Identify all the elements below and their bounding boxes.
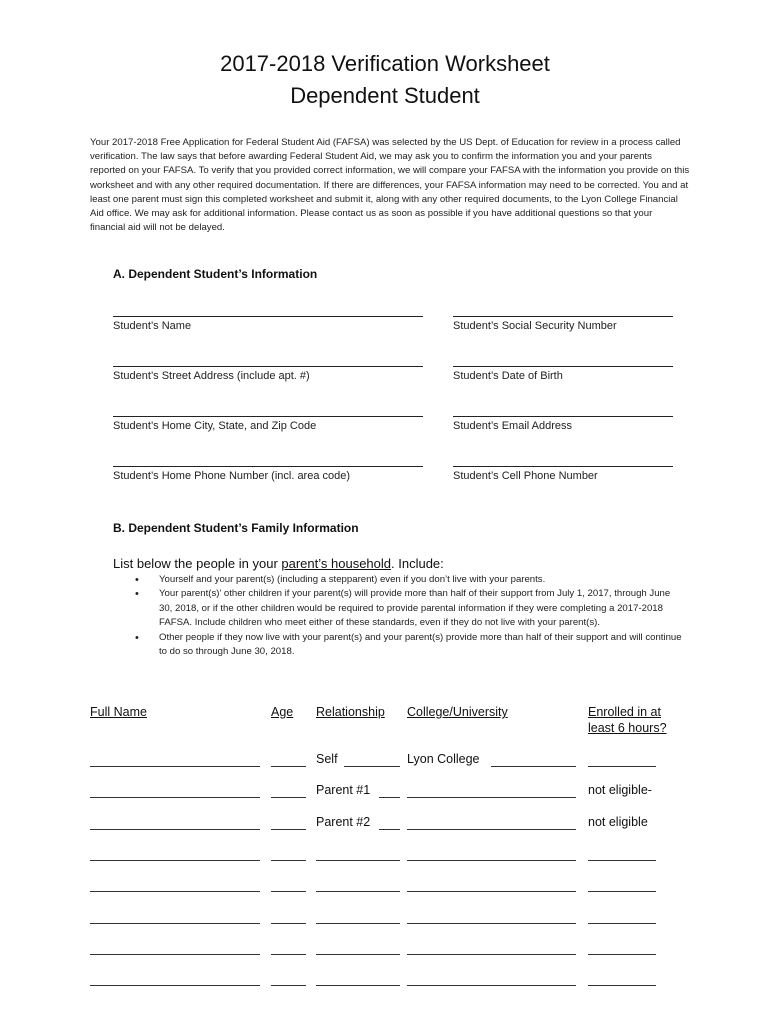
- col-full-name: Full Name: [90, 705, 147, 719]
- list-item: • Other people if they now live with your parent(s) and your parent(s) provide more than half of their support and will continue to do so through June 30, 2018.: [113, 631, 683, 660]
- blank-name[interactable]: [90, 923, 260, 924]
- field-label: Student’s Home Phone Number (incl. area code): [113, 470, 351, 482]
- blank-college[interactable]: [407, 923, 576, 924]
- blank-college[interactable]: [491, 766, 576, 767]
- blank-rel[interactable]: [379, 829, 400, 830]
- title-line-2: Dependent Student: [290, 83, 480, 108]
- blank-age[interactable]: [271, 891, 306, 892]
- col-enrolled-line1: Enrolled in at: [588, 705, 661, 719]
- blank-rel[interactable]: [316, 923, 400, 924]
- worksheet-title: [0, 48, 770, 112]
- blank-enrolled[interactable]: [588, 860, 656, 861]
- field-label: Student’s Home City, State, and Zip Code: [113, 420, 317, 432]
- blank-line-right[interactable]: [453, 466, 673, 467]
- blank-college[interactable]: [407, 985, 576, 986]
- blank-college[interactable]: [407, 954, 576, 955]
- blank-name[interactable]: [90, 829, 260, 830]
- blank-rel[interactable]: [316, 891, 400, 892]
- blank-enrolled[interactable]: [588, 891, 656, 892]
- blank-age[interactable]: [271, 797, 306, 798]
- parents-household-term: parent’s household: [281, 556, 392, 571]
- blank-line-left[interactable]: [113, 466, 423, 467]
- col-enrolled: [588, 704, 667, 736]
- blank-line-left[interactable]: [113, 316, 423, 317]
- field-label: Student’s Cell Phone Number: [453, 470, 598, 482]
- blank-name[interactable]: [90, 891, 260, 892]
- blank-line-left[interactable]: [113, 366, 423, 367]
- blank-line-left[interactable]: [113, 416, 423, 417]
- blank-line-right[interactable]: [453, 366, 673, 367]
- list-item: • Your parent(s)’ other children if your parent(s) will provide more than half of their support from July 1, 2017, through June 30, 2018, or if the other children would be required to provide parental information if they were completing a 2017-2018 FAFSA. Include children who meet either of these standards, even if they do not live with your parent(s).: [113, 587, 683, 630]
- col-age: Age: [271, 705, 294, 719]
- blank-college[interactable]: [407, 891, 576, 892]
- col-relationship: Relationship: [316, 705, 385, 719]
- relationship-cell: Parent #1: [316, 783, 371, 798]
- blank-age[interactable]: [271, 829, 306, 830]
- blank-rel[interactable]: [344, 766, 400, 767]
- field-label: Student’s Street Address (include apt. #): [113, 370, 310, 382]
- blank-name[interactable]: [90, 954, 260, 955]
- blank-name[interactable]: [90, 797, 260, 798]
- blank-college[interactable]: [407, 860, 576, 861]
- blank-enrolled[interactable]: [588, 766, 656, 767]
- list-intro-end: . Include:: [391, 556, 444, 571]
- col-enrolled-line2: least 6 hours?: [588, 721, 667, 735]
- blank-age[interactable]: [271, 954, 306, 955]
- blank-line-right[interactable]: [453, 416, 673, 417]
- intro-paragraph: Your 2017-2018 Free Application for Federal Student Aid (FAFSA) was selected by the US Dept. of Education for review in a process called verification. The law says that before awarding Federal Student Aid, we may ask you to confirm the information you and your parents reported on your FAFSA. To verify that you provided correct information, we will compare your FAFSA with the information you provide on this worksheet and with any other required documentation. If there are differences, your FAFSA information may need to be corrected. You and at least one parent must sign this completed worksheet and submit it, along with any other required documents, to the Lyon College Financial Aid office. We may ask for additional information. Please contact us as soon as possible if you have additional questions so that your financial aid will not be delayed.: [90, 137, 690, 234]
- field-label: Student’s Social Security Number: [453, 320, 617, 332]
- field-label: Student’s Email Address: [453, 420, 573, 432]
- blank-name[interactable]: [90, 985, 260, 986]
- list-intro-text: List below the people in your: [113, 556, 282, 571]
- college-cell: Lyon College: [407, 752, 480, 766]
- blank-age[interactable]: [271, 766, 306, 767]
- blank-line-right[interactable]: [453, 316, 673, 317]
- blank-enrolled[interactable]: [588, 985, 656, 986]
- blank-enrolled[interactable]: [588, 954, 656, 955]
- relationship-cell: Parent #2: [316, 814, 371, 829]
- blank-name[interactable]: [90, 766, 260, 767]
- enrolled-cell: not eligible-: [588, 783, 652, 798]
- blank-age[interactable]: [271, 985, 306, 986]
- blank-college[interactable]: [407, 829, 576, 830]
- blank-college[interactable]: [407, 797, 576, 798]
- blank-enrolled[interactable]: [588, 923, 656, 924]
- list-item: • Yourself and your parent(s) (including a stepparent) even if you don’t live with your parents.: [113, 573, 683, 587]
- blank-rel[interactable]: [316, 860, 400, 861]
- field-label: Student’s Date of Birth: [453, 370, 563, 382]
- field-label: Student’s Name: [113, 320, 192, 332]
- section-a-heading: A. Dependent Student’s Information: [113, 267, 318, 281]
- household-list-intro: [113, 556, 444, 571]
- relationship-cell: Self: [316, 752, 338, 766]
- blank-age[interactable]: [271, 860, 306, 861]
- blank-rel[interactable]: [379, 797, 400, 798]
- title-line-1: 2017-2018 Verification Worksheet: [220, 51, 550, 76]
- col-college: College/University: [407, 705, 508, 719]
- inclusion-rules-list: [113, 573, 683, 659]
- enrolled-cell: not eligible: [588, 814, 648, 829]
- blank-rel[interactable]: [316, 985, 400, 986]
- section-b-heading: B. Dependent Student’s Family Information: [113, 521, 359, 535]
- blank-name[interactable]: [90, 860, 260, 861]
- blank-rel[interactable]: [316, 954, 400, 955]
- blank-age[interactable]: [271, 923, 306, 924]
